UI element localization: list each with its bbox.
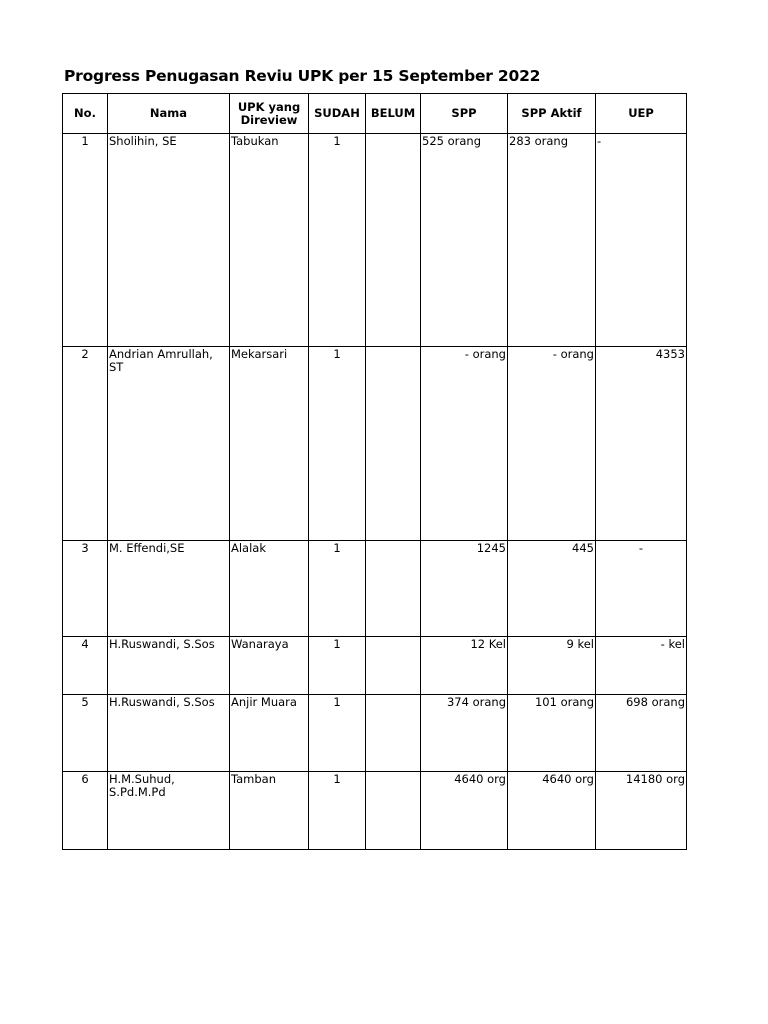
cell-spp-aktif: 283 orang xyxy=(508,134,596,347)
table-row xyxy=(63,637,687,695)
header-belum: BELUM xyxy=(366,94,421,134)
cell-spp-aktif: 445 xyxy=(508,541,596,637)
cell-sudah: 1 xyxy=(309,134,366,347)
cell-upk: Tamban xyxy=(230,772,309,850)
table-header-row xyxy=(63,94,687,134)
cell-belum xyxy=(366,347,421,541)
cell-spp-aktif: 4640 org xyxy=(508,772,596,850)
cell-spp: 1245 xyxy=(421,541,508,637)
cell-belum xyxy=(366,772,421,850)
cell-nama: H.M.Suhud, S.Pd.M.Pd xyxy=(108,772,230,850)
cell-upk: Alalak xyxy=(230,541,309,637)
table-row xyxy=(63,695,687,772)
cell-upk: Wanaraya xyxy=(230,637,309,695)
cell-sudah: 1 xyxy=(309,772,366,850)
cell-uep: - xyxy=(596,134,687,347)
cell-spp-aktif: 101 orang xyxy=(508,695,596,772)
cell-upk: Mekarsari xyxy=(230,347,309,541)
cell-nama: Andrian Amrullah, ST xyxy=(108,347,230,541)
cell-sudah: 1 xyxy=(309,347,366,541)
cell-spp-aktif: 9 kel xyxy=(508,637,596,695)
cell-nama: Sholihin, SE xyxy=(108,134,230,347)
cell-belum xyxy=(366,134,421,347)
cell-upk: Tabukan xyxy=(230,134,309,347)
table-row xyxy=(63,772,687,850)
cell-nama: M. Effendi,SE xyxy=(108,541,230,637)
cell-no: 1 xyxy=(63,134,108,347)
table-row xyxy=(63,541,687,637)
cell-sudah: 1 xyxy=(309,541,366,637)
cell-sudah: 1 xyxy=(309,695,366,772)
header-spp: SPP xyxy=(421,94,508,134)
cell-belum xyxy=(366,541,421,637)
page-title: Progress Penugasan Reviu UPK per 15 September 2022 xyxy=(64,67,541,85)
cell-spp: - orang xyxy=(421,347,508,541)
cell-uep: 698 orang xyxy=(596,695,687,772)
cell-spp: 374 orang xyxy=(421,695,508,772)
cell-belum xyxy=(366,695,421,772)
table-row xyxy=(63,347,687,541)
cell-no: 3 xyxy=(63,541,108,637)
header-spp-aktif: SPP Aktif xyxy=(508,94,596,134)
header-nama: Nama xyxy=(108,94,230,134)
cell-no: 5 xyxy=(63,695,108,772)
table-row xyxy=(63,134,687,347)
cell-no: 4 xyxy=(63,637,108,695)
progress-table xyxy=(62,93,687,850)
cell-no: 6 xyxy=(63,772,108,850)
cell-uep: - xyxy=(596,541,687,637)
cell-spp: 4640 org xyxy=(421,772,508,850)
header-upk: UPK yang Direview xyxy=(230,94,309,134)
cell-uep: 14180 org xyxy=(596,772,687,850)
header-no: No. xyxy=(63,94,108,134)
header-uep: UEP xyxy=(596,94,687,134)
cell-nama: H.Ruswandi, S.Sos xyxy=(108,637,230,695)
cell-sudah: 1 xyxy=(309,637,366,695)
cell-upk: Anjir Muara xyxy=(230,695,309,772)
cell-spp: 525 orang xyxy=(421,134,508,347)
cell-no: 2 xyxy=(63,347,108,541)
cell-spp: 12 Kel xyxy=(421,637,508,695)
cell-belum xyxy=(366,637,421,695)
cell-uep: - kel xyxy=(596,637,687,695)
cell-spp-aktif: - orang xyxy=(508,347,596,541)
header-sudah: SUDAH xyxy=(309,94,366,134)
cell-uep: 4353 xyxy=(596,347,687,541)
cell-nama: H.Ruswandi, S.Sos xyxy=(108,695,230,772)
